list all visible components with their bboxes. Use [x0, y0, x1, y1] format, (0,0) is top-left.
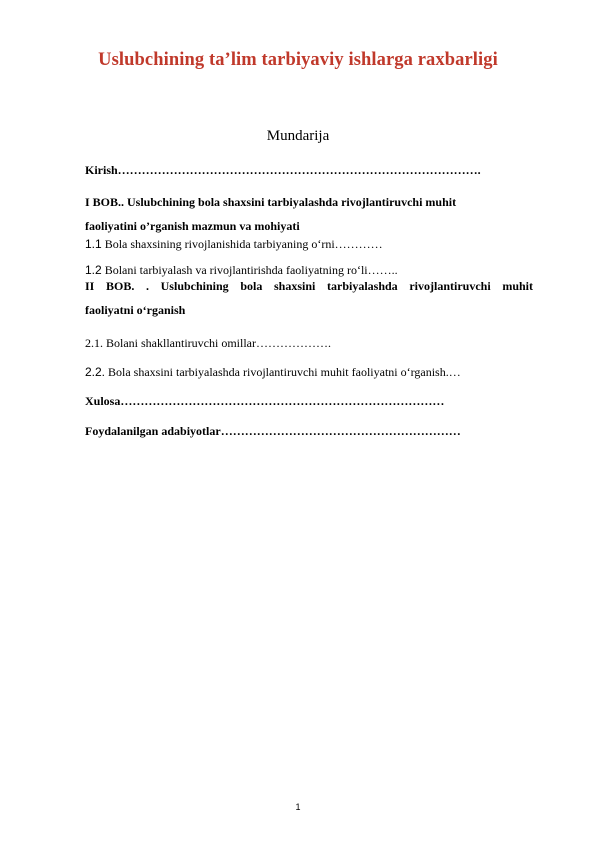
document-title: Uslubchining ta’lim tarbiyaviy ishlarga raxbarligi: [98, 50, 498, 70]
toc-entry-section-2-1: 2.1. Bolani shakllantiruvchi omillar……………….: [85, 336, 331, 350]
toc-entry-section-1-1: [85, 237, 533, 251]
section-2-2-title: Bola shaxsini tarbiyalashda rivojlantiruvchi muhit faoliyatni o‘rganish.…: [105, 365, 461, 379]
section-2-2-number: 2.2.: [85, 365, 106, 379]
chapter1-label: I BOB.: [85, 195, 122, 209]
section-1-2-number: 1.2: [85, 263, 102, 277]
toc-entry-intro: Kirish……………………………………………………………………………….: [85, 163, 481, 177]
page-number: 1: [295, 802, 301, 812]
toc-entry-chapter2-line2: faoliyatni o‘rganish: [85, 303, 186, 317]
toc-entry-chapter1-line2: faoliyatini o’rganish mazmun va mohiyati: [85, 219, 300, 233]
toc-entry-section-2-2: [85, 365, 533, 379]
toc-entry-chapter2-line1: II BOB. . Uslubchining bola shaxsini tarbiyalashda rivojlantiruvchi muhit: [85, 279, 533, 293]
toc-entry-chapter1-line1: [85, 195, 533, 209]
section-1-1-title: Bola shaxsining rivojlanishida tarbiyaning o‘rni…………: [101, 237, 383, 251]
toc-entry-conclusion: Xulosa………………………………………………………………………: [85, 394, 445, 408]
toc-heading: Mundarija: [266, 128, 330, 144]
chapter1-title-part1: . Uslubchining bola shaxsini tarbiyalashda rivojlantiruvchi muhit: [121, 195, 457, 209]
section-1-2-title: Bolani tarbiyalash va rivojlantirishda faoliyatning ro‘li……..: [101, 263, 398, 277]
toc-entry-section-1-2: [85, 263, 533, 277]
section-1-1-number: 1.1: [85, 237, 102, 251]
toc-entry-references: Foydalanilgan adabiyotlar……………………………………………………: [85, 424, 461, 438]
